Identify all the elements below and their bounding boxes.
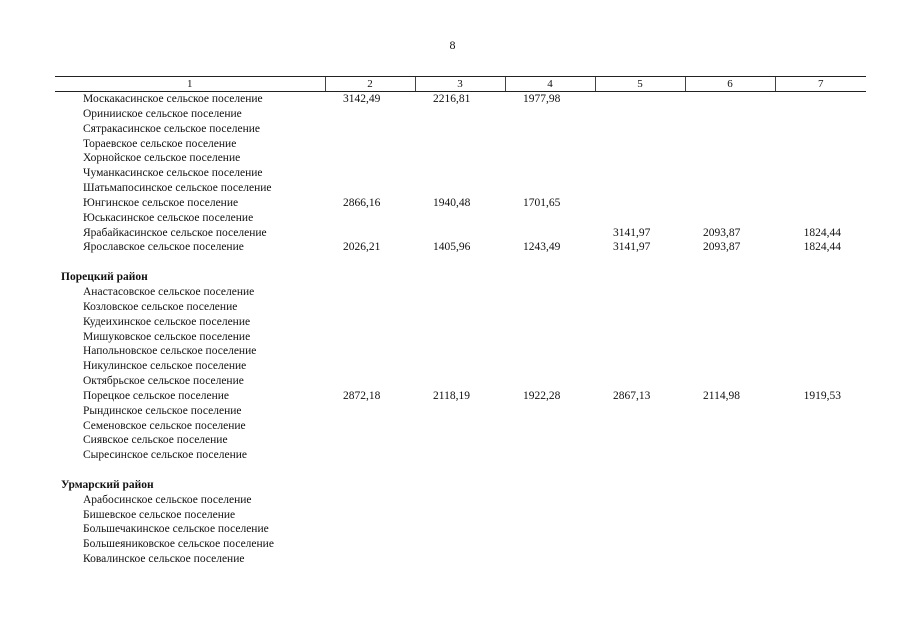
value-cell-col-6 (685, 122, 775, 137)
value-cell-col-7 (775, 404, 866, 419)
value-cell-col-3 (415, 344, 505, 359)
value-cell-col-3 (415, 285, 505, 300)
value-cell-col-6 (685, 211, 775, 226)
value-cell-col-5: 2867,13 (613, 389, 651, 402)
value-cell-col-2 (325, 166, 415, 181)
table-row (55, 374, 866, 389)
value-cell-col-2 (325, 493, 415, 508)
value-cell-col-7: 1919,53 (803, 389, 841, 402)
value-cell-col-3 (415, 300, 505, 315)
value-cell-col-7 (775, 522, 866, 537)
value-cell-col-4 (505, 374, 595, 389)
value-cell-col-3 (415, 107, 505, 122)
value-cell-col-6 (685, 508, 775, 523)
settlements-table (55, 76, 866, 567)
district-heading-row (55, 270, 866, 285)
value-cell-col-3 (415, 374, 505, 389)
value-cell-col-5 (595, 448, 685, 463)
value-cell-col-6 (685, 344, 775, 359)
value-cell-col-5 (595, 419, 685, 434)
table-row (55, 493, 866, 508)
settlement-name: Чуманкасинское сельское поселение (83, 167, 263, 180)
value-cell-col-5 (595, 315, 685, 330)
value-cell-col-7 (775, 315, 866, 330)
value-cell-col-5 (595, 508, 685, 523)
value-cell-col-7 (775, 552, 866, 567)
value-cell-col-5: 3141,97 (613, 241, 651, 254)
value-cell-col-3 (415, 181, 505, 196)
table-row (55, 404, 866, 419)
column-header: 1 (55, 77, 325, 92)
value-cell-col-2 (325, 330, 415, 345)
value-cell-col-4: 1701,65 (523, 196, 561, 209)
value-cell-col-6 (685, 107, 775, 122)
value-cell-col-6 (685, 522, 775, 537)
value-cell-col-6 (685, 404, 775, 419)
district-name: Порецкий район (61, 271, 148, 284)
value-cell-col-4 (505, 493, 595, 508)
value-cell-col-2 (325, 537, 415, 552)
settlement-name: Большечакинское сельское поселение (83, 523, 269, 536)
value-cell-col-6 (685, 433, 775, 448)
value-cell-col-2: 3142,49 (343, 93, 381, 105)
value-cell-col-3 (415, 522, 505, 537)
value-cell-col-6 (685, 181, 775, 196)
value-cell-col-7 (775, 359, 866, 374)
page-number: 8 (449, 38, 456, 52)
settlement-name: Тораевское сельское поселение (83, 137, 237, 150)
table-row (55, 552, 866, 567)
column-header: 3 (415, 77, 505, 92)
value-cell-col-4 (505, 433, 595, 448)
value-cell-col-4 (505, 344, 595, 359)
settlement-name: Оринииское сельское поселение (83, 107, 242, 120)
value-cell-col-2 (325, 522, 415, 537)
value-cell-col-2 (325, 107, 415, 122)
value-cell-col-4 (505, 522, 595, 537)
column-header: 5 (595, 77, 685, 92)
spacer-cell (55, 463, 866, 478)
value-cell-col-2 (325, 181, 415, 196)
value-cell-col-5: 3141,97 (613, 226, 651, 239)
settlement-name: Мишуковское сельское поселение (83, 330, 251, 343)
value-cell-col-5 (595, 330, 685, 345)
value-cell-col-6 (685, 315, 775, 330)
settlement-name: Ярославское сельское поселение (83, 241, 244, 254)
value-cell-col-4 (505, 181, 595, 196)
value-cell-col-5 (595, 211, 685, 226)
table-row (55, 419, 866, 434)
table-row (55, 300, 866, 315)
value-cell-col-4: 1977,98 (523, 93, 561, 105)
value-cell-col-3 (415, 330, 505, 345)
value-cell-col-4 (505, 508, 595, 523)
value-cell-col-7: 1824,44 (803, 241, 841, 254)
settlement-name: Арабосинское сельское поселение (83, 493, 252, 506)
settlement-name: Сиявское сельское поселение (83, 434, 228, 447)
value-cell-col-6: 2114,98 (703, 389, 740, 402)
value-cell-col-2: 2866,16 (343, 196, 381, 209)
value-cell-col-5 (595, 359, 685, 374)
value-cell-col-7 (775, 300, 866, 315)
value-cell-col-3 (415, 404, 505, 419)
column-header: 4 (505, 77, 595, 92)
value-cell-col-4 (505, 359, 595, 374)
value-cell-col-4 (505, 285, 595, 300)
value-cell-col-2 (325, 374, 415, 389)
settlement-name: Юськасинское сельское поселение (83, 211, 254, 224)
table-body (55, 92, 866, 568)
table-row (55, 433, 866, 448)
settlement-name: Шатьмапосинское сельское поселение (83, 182, 272, 195)
value-cell-col-5 (595, 166, 685, 181)
value-cell-col-7 (775, 344, 866, 359)
table-row (55, 537, 866, 552)
value-cell-col-6 (685, 92, 775, 107)
value-cell-col-2: 2872,18 (343, 389, 381, 402)
value-cell-col-3 (415, 552, 505, 567)
value-cell-col-6: 2093,87 (703, 226, 741, 239)
value-cell-col-3 (415, 493, 505, 508)
value-cell-col-7 (775, 107, 866, 122)
value-cell-col-3 (415, 448, 505, 463)
value-cell-col-2 (325, 285, 415, 300)
settlement-name: Анастасовское сельское поселение (83, 285, 255, 298)
value-cell-col-4 (505, 537, 595, 552)
table-row (55, 92, 866, 107)
value-cell-col-4 (505, 226, 595, 241)
value-cell-col-2 (325, 404, 415, 419)
value-cell-col-7 (775, 151, 866, 166)
value-cell-col-4: 1243,49 (523, 241, 561, 254)
table-row (55, 181, 866, 196)
value-cell-col-7 (775, 448, 866, 463)
settlement-name: Сыресинское сельское поселение (83, 449, 248, 462)
value-cell-col-6 (685, 196, 775, 211)
settlement-name: Ковалинское сельское поселение (83, 553, 245, 566)
column-header: 7 (775, 77, 866, 92)
value-cell-col-2 (325, 344, 415, 359)
table-row (55, 107, 866, 122)
table-row (55, 508, 866, 523)
value-cell-col-7 (775, 285, 866, 300)
settlement-name: Семеновское сельское поселение (83, 419, 246, 432)
table-row (55, 389, 866, 404)
value-cell-col-5 (595, 285, 685, 300)
value-cell-col-6 (685, 166, 775, 181)
value-cell-col-7 (775, 122, 866, 137)
spacer-cell (55, 255, 866, 270)
value-cell-col-2 (325, 448, 415, 463)
settlement-name: Бишевское сельское поселение (83, 508, 236, 521)
value-cell-col-4 (505, 211, 595, 226)
table-row (55, 315, 866, 330)
value-cell-col-6 (685, 374, 775, 389)
value-cell-col-6 (685, 300, 775, 315)
value-cell-col-4 (505, 300, 595, 315)
value-cell-col-5 (595, 537, 685, 552)
value-cell-col-3 (415, 137, 505, 152)
value-cell-col-2 (325, 419, 415, 434)
value-cell-col-4 (505, 419, 595, 434)
district-name: Урмарский район (61, 478, 154, 491)
settlement-name: Кудеихинское сельское поселение (83, 315, 251, 328)
table-row (55, 448, 866, 463)
value-cell-col-6 (685, 419, 775, 434)
value-cell-col-5 (595, 374, 685, 389)
table-row (55, 330, 866, 345)
value-cell-col-5 (595, 92, 685, 107)
table-row (55, 122, 866, 137)
value-cell-col-4 (505, 151, 595, 166)
value-cell-col-3 (415, 315, 505, 330)
value-cell-col-6 (685, 137, 775, 152)
settlement-name: Москакасинское сельское поселение (83, 93, 263, 105)
value-cell-col-5 (595, 181, 685, 196)
value-cell-col-4: 1922,28 (523, 389, 561, 402)
value-cell-col-3 (415, 151, 505, 166)
table-row (55, 344, 866, 359)
value-cell-col-3 (415, 537, 505, 552)
value-cell-col-4 (505, 107, 595, 122)
value-cell-col-2: 2026,21 (343, 241, 381, 254)
value-cell-col-7 (775, 419, 866, 434)
value-cell-col-2 (325, 359, 415, 374)
value-cell-col-5 (595, 137, 685, 152)
value-cell-col-2 (325, 137, 415, 152)
value-cell-col-5 (595, 107, 685, 122)
value-cell-col-4 (505, 166, 595, 181)
value-cell-col-7 (775, 196, 866, 211)
value-cell-col-5 (595, 151, 685, 166)
value-cell-col-3 (415, 166, 505, 181)
value-cell-col-4 (505, 448, 595, 463)
value-cell-col-5 (595, 344, 685, 359)
value-cell-col-4 (505, 137, 595, 152)
value-cell-col-6 (685, 151, 775, 166)
value-cell-col-2 (325, 552, 415, 567)
spacer-row (55, 255, 866, 270)
value-cell-col-5 (595, 433, 685, 448)
value-cell-col-7 (775, 537, 866, 552)
column-header: 2 (325, 77, 415, 92)
table-row (55, 166, 866, 181)
value-cell-col-6 (685, 330, 775, 345)
value-cell-col-5 (595, 522, 685, 537)
value-cell-col-7 (775, 211, 866, 226)
settlement-name: Хорнойское сельское поселение (83, 152, 241, 165)
settlement-name: Ярабайкасинское сельское поселение (83, 226, 267, 239)
value-cell-col-2 (325, 315, 415, 330)
value-cell-col-5 (595, 300, 685, 315)
value-cell-col-3 (415, 433, 505, 448)
value-cell-col-2 (325, 226, 415, 241)
value-cell-col-5 (595, 196, 685, 211)
value-cell-col-3: 1405,96 (433, 241, 471, 254)
column-number-header-row (55, 77, 866, 92)
value-cell-col-7 (775, 330, 866, 345)
district-heading-row (55, 478, 866, 493)
table-row (55, 211, 866, 226)
settlement-name: Козловское сельское поселение (83, 300, 238, 313)
value-cell-col-7 (775, 493, 866, 508)
table-row (55, 285, 866, 300)
value-cell-col-6 (685, 359, 775, 374)
value-cell-col-5 (595, 404, 685, 419)
value-cell-col-3 (415, 211, 505, 226)
value-cell-col-2 (325, 300, 415, 315)
value-cell-col-3: 1940,48 (433, 196, 471, 209)
value-cell-col-7 (775, 374, 866, 389)
value-cell-col-2 (325, 433, 415, 448)
settlement-name: Юнгинское сельское поселение (83, 196, 239, 209)
table-row (55, 522, 866, 537)
value-cell-col-7 (775, 92, 866, 107)
spacer-row (55, 463, 866, 478)
value-cell-col-6 (685, 493, 775, 508)
value-cell-col-3 (415, 508, 505, 523)
value-cell-col-4 (505, 122, 595, 137)
value-cell-col-3: 2118,19 (433, 389, 470, 402)
value-cell-col-4 (505, 552, 595, 567)
value-cell-col-3 (415, 226, 505, 241)
value-cell-col-7 (775, 433, 866, 448)
settlement-name: Порецкое сельское поселение (83, 389, 230, 402)
table-row (55, 359, 866, 374)
settlement-name: Октябрьское сельское поселение (83, 375, 244, 388)
value-cell-col-7 (775, 137, 866, 152)
value-cell-col-3 (415, 122, 505, 137)
value-cell-col-6: 2093,87 (703, 241, 741, 254)
value-cell-col-7 (775, 181, 866, 196)
column-header: 6 (685, 77, 775, 92)
value-cell-col-3: 2216,81 (433, 93, 471, 105)
value-cell-col-5 (595, 122, 685, 137)
value-cell-col-4 (505, 315, 595, 330)
value-cell-col-5 (595, 493, 685, 508)
value-cell-col-2 (325, 122, 415, 137)
value-cell-col-7 (775, 508, 866, 523)
value-cell-col-4 (505, 404, 595, 419)
table-row (55, 226, 866, 241)
value-cell-col-3 (415, 359, 505, 374)
value-cell-col-3 (415, 419, 505, 434)
settlement-name: Никулинское сельское поселение (83, 360, 247, 373)
settlement-name: Большеяниковское сельское поселение (83, 538, 274, 551)
value-cell-col-2 (325, 508, 415, 523)
table-row (55, 196, 866, 211)
value-cell-col-7: 1824,44 (803, 226, 841, 239)
table-row (55, 240, 866, 255)
value-cell-col-7 (775, 166, 866, 181)
settlement-name: Сятракасинское сельское поселение (83, 122, 260, 135)
value-cell-col-4 (505, 330, 595, 345)
value-cell-col-6 (685, 285, 775, 300)
settlement-name: Напольновское сельское поселение (83, 345, 257, 358)
value-cell-col-6 (685, 448, 775, 463)
value-cell-col-6 (685, 552, 775, 567)
table-row (55, 151, 866, 166)
value-cell-col-5 (595, 552, 685, 567)
value-cell-col-2 (325, 151, 415, 166)
settlement-name: Рындинское сельское поселение (83, 404, 242, 417)
table-row (55, 137, 866, 152)
value-cell-col-2 (325, 211, 415, 226)
value-cell-col-6 (685, 537, 775, 552)
